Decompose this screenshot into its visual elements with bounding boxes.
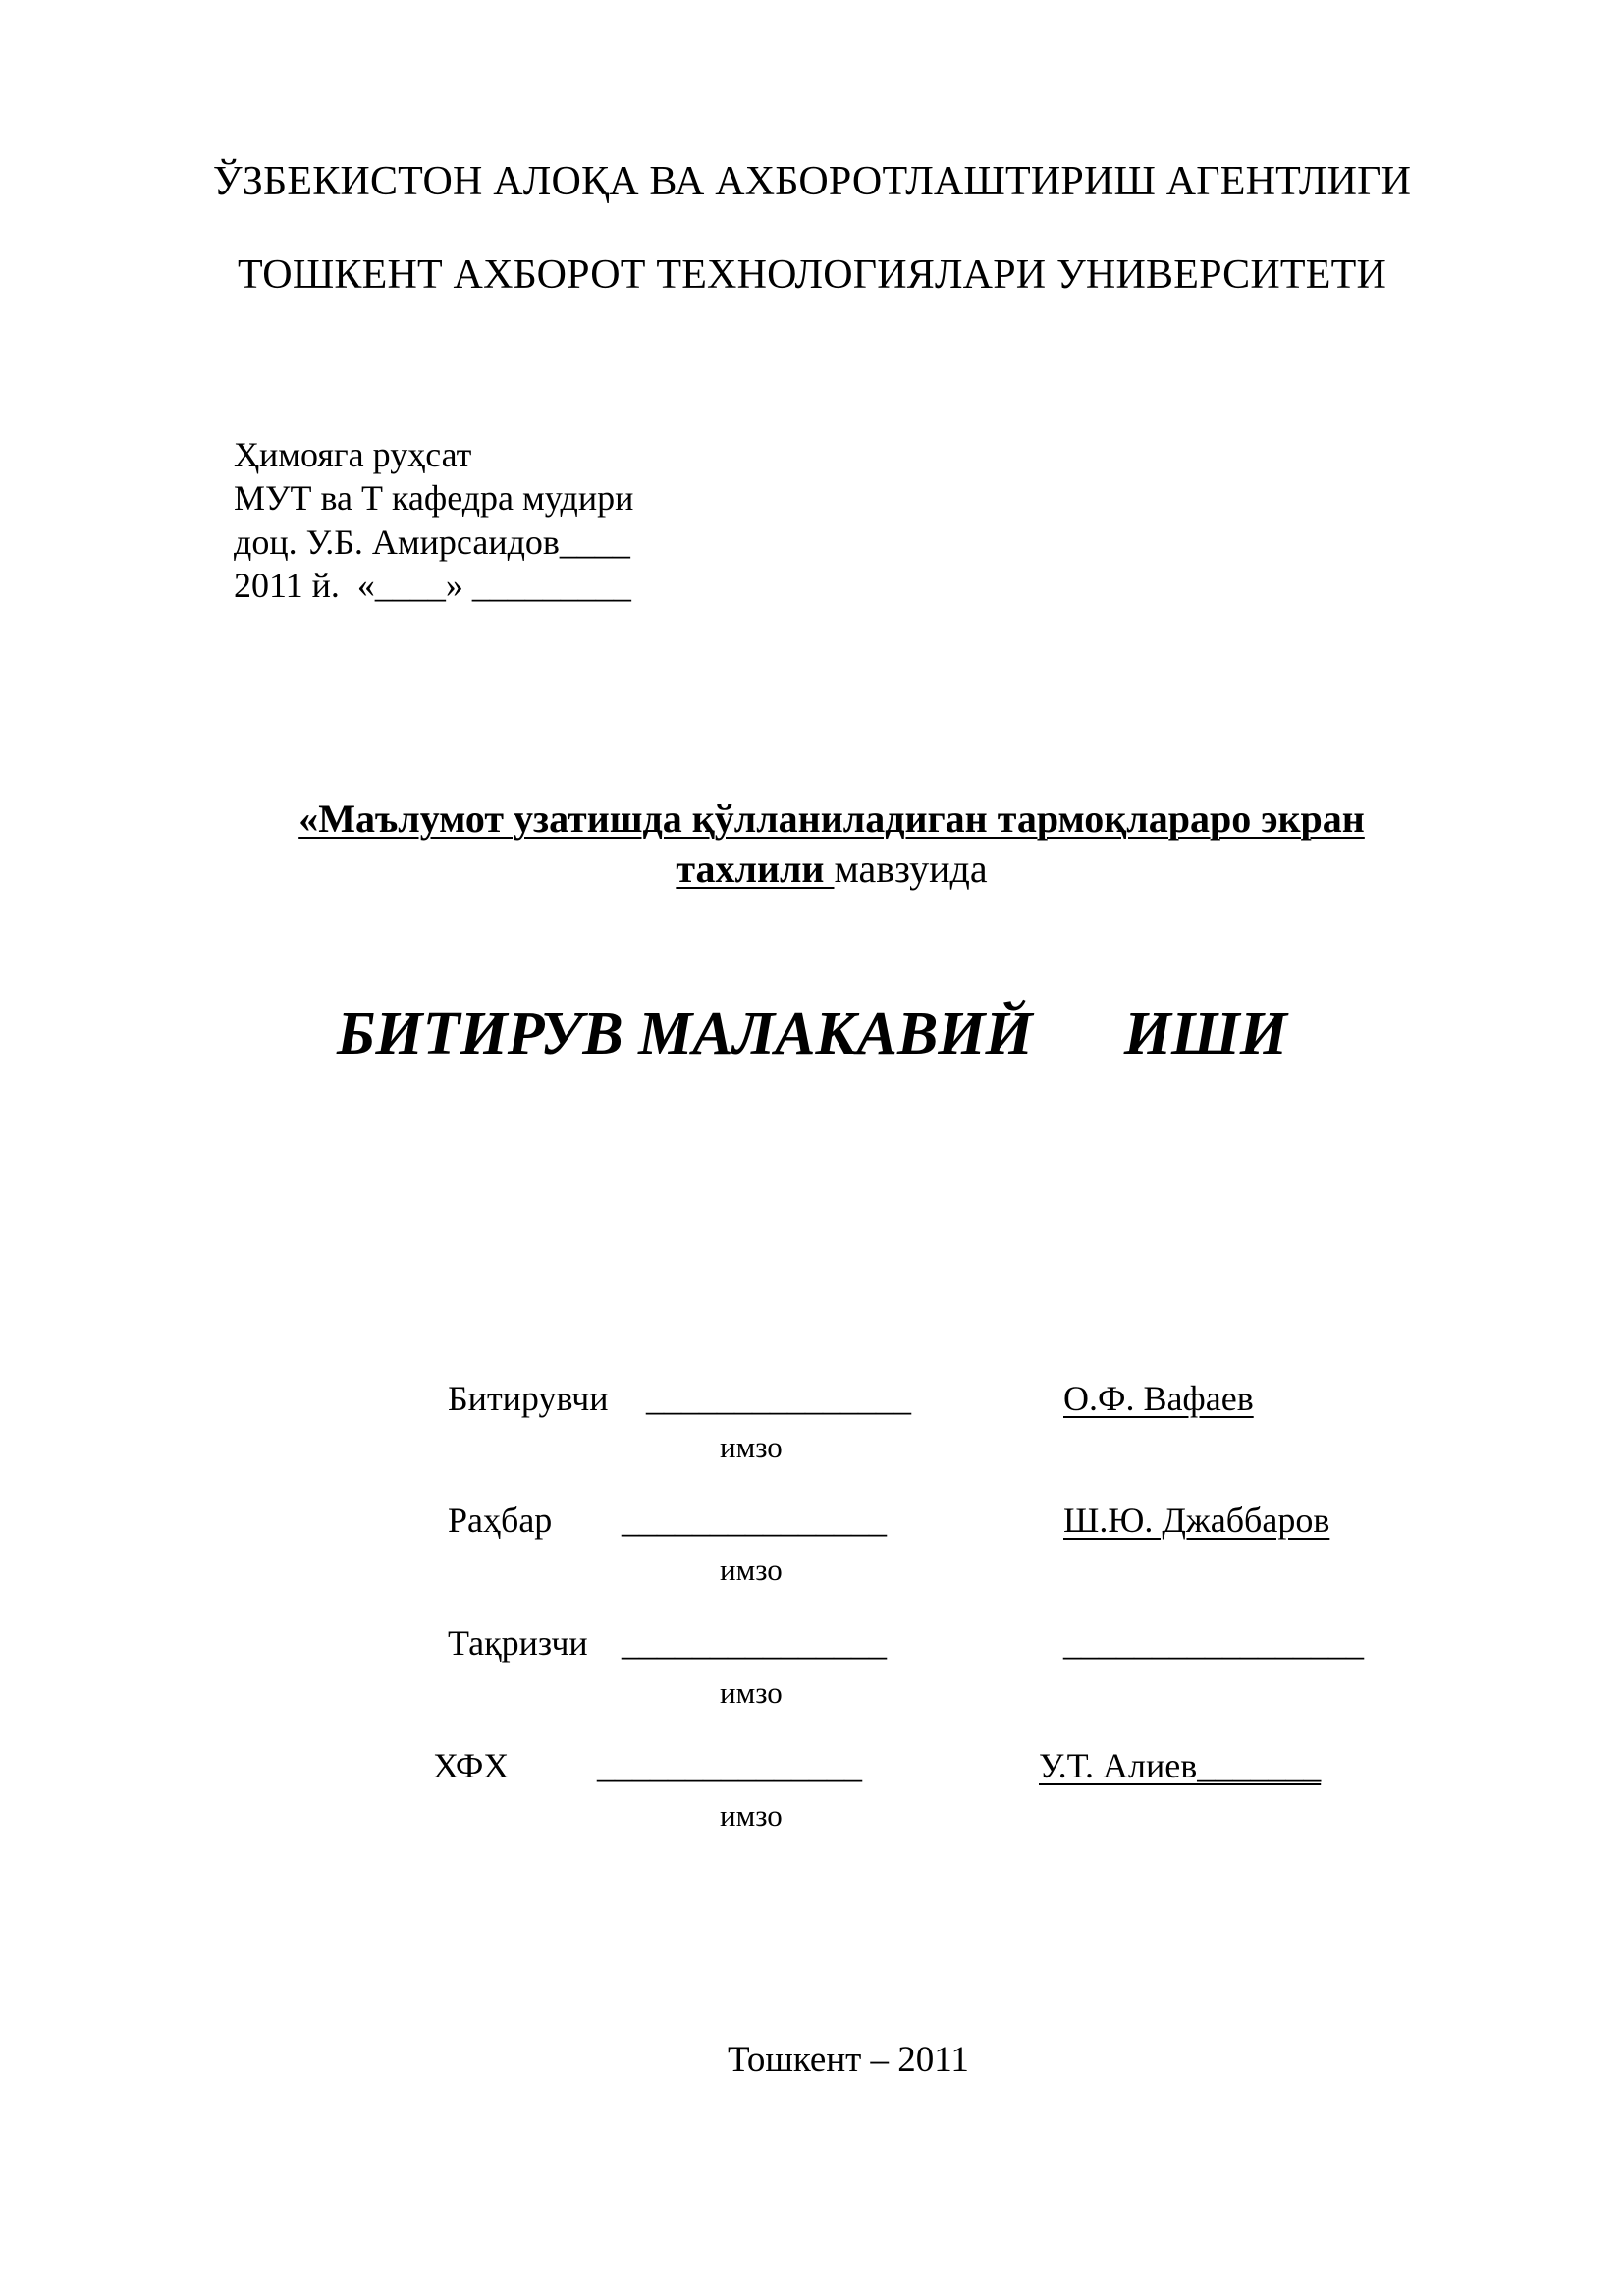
signature-role: Битирувчи xyxy=(448,1379,609,1418)
place-and-year: Тошкент – 2011 xyxy=(728,2040,969,2080)
signature-name: _________________ xyxy=(1063,1623,1364,1663)
signature-role: ХФХ xyxy=(433,1746,510,1785)
signature-name: Ш.Ю. Джаббаров xyxy=(1063,1501,1330,1540)
signature-caption: имзо xyxy=(720,1675,783,1710)
signature-caption: имзо xyxy=(720,1798,783,1832)
signature-line: _______________ xyxy=(622,1623,887,1663)
signature-name: У.Т. Алиев_______ xyxy=(1039,1746,1322,1785)
topic-title-line1: «Маълумот узатишда қўлланиладиган тармоқлараро экран xyxy=(298,796,1365,841)
approval-permission: Ҳимояга руҳсат xyxy=(234,435,472,474)
signature-role: Тақризчи xyxy=(448,1623,588,1663)
signature-line: _______________ xyxy=(646,1379,911,1418)
signature-line: _______________ xyxy=(597,1746,862,1785)
approval-department-head: МУТ ва Т кафедра мудири xyxy=(234,478,634,518)
topic-suffix: мавзуида xyxy=(834,847,988,891)
signature-role: Раҳбар xyxy=(448,1501,553,1540)
document-type-title: БИТИРУВ МАЛАКАВИЙ ИШИ xyxy=(336,1001,1288,1067)
signature-caption: имзо xyxy=(720,1553,783,1587)
signature-line: _______________ xyxy=(622,1501,887,1540)
signature-name: О.Ф. Вафаев xyxy=(1063,1379,1254,1418)
topic-title-line2: тахлили xyxy=(676,847,835,891)
signature-caption: имзо xyxy=(720,1430,783,1464)
approval-signatory: доц. У.Б. Амирсаидов____ xyxy=(234,522,630,562)
agency-heading: ЎЗБЕКИСТОН АЛОҚА ВА АХБОРОТЛАШТИРИШ АГЕНТЛИГИ xyxy=(212,159,1412,204)
university-heading: ТОШКЕНТ АХБОРОТ ТЕХНОЛОГИЯЛАРИ УНИВЕРСИТЕТИ xyxy=(238,252,1386,298)
approval-date: 2011 й. «____» _________ xyxy=(234,566,631,605)
